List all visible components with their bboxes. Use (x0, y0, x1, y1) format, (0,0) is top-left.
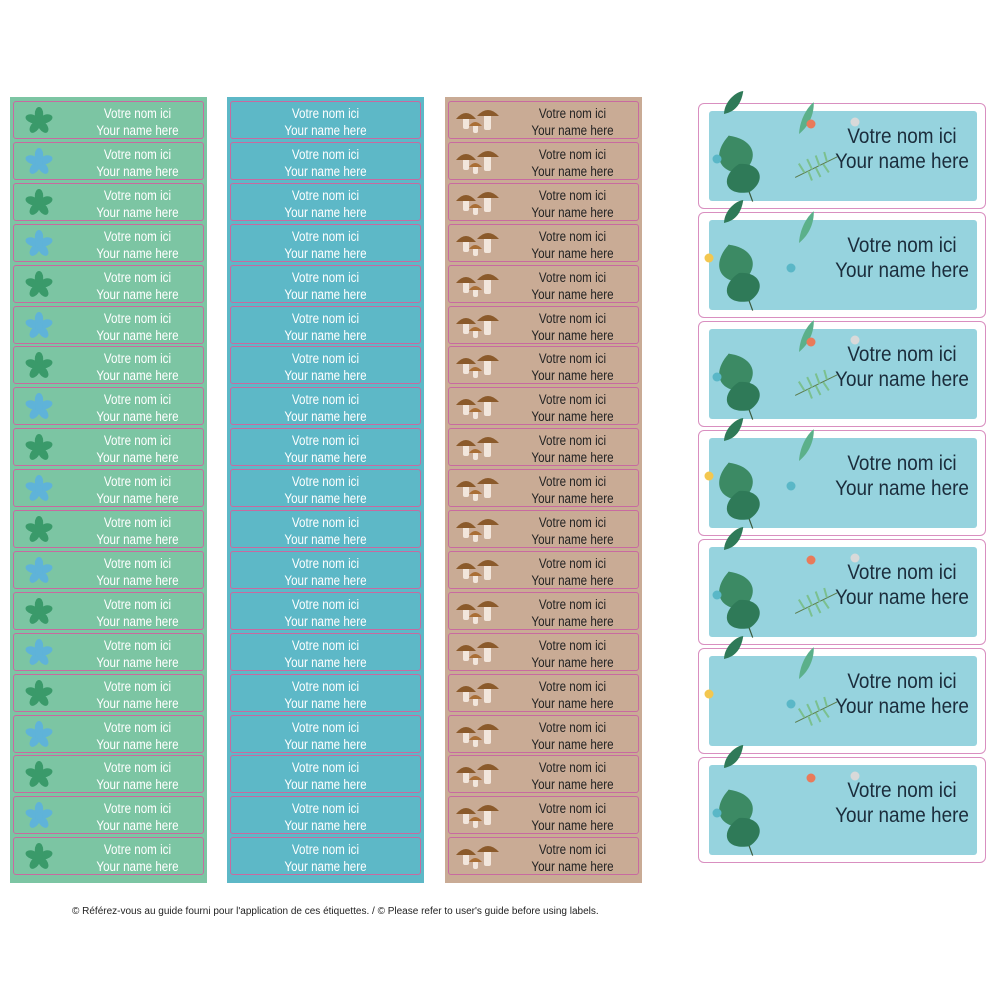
label-text (81, 841, 194, 875)
label-english: Your name here (531, 777, 614, 793)
label-french: Votre nom ici (538, 801, 607, 817)
green-flower-label-sheet (10, 97, 207, 883)
name-label (230, 592, 421, 630)
label-english: Your name here (531, 368, 614, 384)
label-text (244, 228, 407, 262)
label-french: Votre nom ici (103, 392, 172, 408)
name-label (13, 142, 204, 180)
label-text (81, 678, 194, 712)
name-label (448, 224, 639, 262)
label-text (81, 432, 194, 466)
label-text (244, 473, 407, 507)
name-label (230, 346, 421, 384)
name-label (230, 633, 421, 671)
label-text (827, 451, 976, 501)
label-text (516, 187, 629, 221)
name-label (448, 101, 639, 139)
name-label (448, 142, 639, 180)
large-name-label (698, 648, 986, 754)
label-french: Votre nom ici (538, 228, 607, 244)
label-text (244, 719, 407, 753)
label-text (81, 310, 194, 344)
large-name-label (698, 539, 986, 645)
name-label (230, 551, 421, 589)
name-label (13, 592, 204, 630)
label-text (244, 350, 407, 384)
name-label (230, 674, 421, 712)
label-french: Votre nom ici (291, 269, 360, 285)
name-label (230, 306, 421, 344)
label-text (516, 350, 629, 384)
label-french: Votre nom ici (103, 433, 172, 449)
label-english: Your name here (531, 286, 614, 302)
flower-icon (24, 351, 54, 381)
name-label (448, 715, 639, 753)
label-english: Your name here (835, 695, 969, 718)
name-label (13, 387, 204, 425)
label-french: Votre nom ici (103, 637, 172, 653)
label-english: Your name here (284, 123, 367, 138)
label-english: Your name here (96, 532, 179, 547)
name-label (448, 510, 639, 548)
mushroom-icon (453, 639, 503, 667)
label-french: Votre nom ici (103, 351, 172, 367)
name-label (230, 265, 421, 303)
name-label (13, 428, 204, 466)
flower-icon (24, 842, 54, 872)
name-label (448, 428, 639, 466)
label-french: Votre nom ici (538, 678, 607, 694)
flower-icon (24, 392, 54, 422)
label-french: Votre nom ici (103, 146, 172, 162)
label-english: Your name here (96, 491, 179, 507)
label-french: Votre nom ici (291, 678, 360, 694)
label-text (516, 269, 629, 303)
label-text (244, 841, 407, 875)
label-english: Your name here (531, 654, 614, 670)
label-text (244, 269, 407, 303)
label-text (516, 310, 629, 344)
label-text (81, 105, 194, 139)
label-english: Your name here (531, 409, 614, 425)
flower-icon (24, 474, 54, 504)
flower-icon (24, 597, 54, 627)
label-french: Votre nom ici (538, 351, 607, 367)
label-french: Votre nom ici (103, 555, 172, 571)
label-text (827, 778, 976, 828)
mushroom-icon (453, 557, 503, 585)
name-label (448, 837, 639, 875)
flower-icon (24, 311, 54, 341)
label-text (244, 800, 407, 834)
flower-icon (24, 556, 54, 586)
label-french: Votre nom ici (103, 801, 172, 817)
mushroom-icon (453, 761, 503, 789)
label-french: Votre nom ici (538, 106, 607, 121)
label-english: Your name here (531, 818, 614, 834)
label-french: Votre nom ici (103, 719, 172, 735)
label-french: Votre nom ici (538, 719, 607, 735)
label-french: Votre nom ici (291, 515, 360, 530)
flower-icon (24, 188, 54, 218)
label-french: Votre nom ici (538, 555, 607, 571)
label-text (244, 555, 407, 589)
label-french: Votre nom ici (538, 146, 607, 162)
label-english: Your name here (835, 150, 969, 173)
label-french: Votre nom ici (291, 596, 360, 612)
label-text (827, 560, 976, 610)
label-english: Your name here (284, 245, 367, 261)
label-french: Votre nom ici (538, 310, 607, 326)
label-english: Your name here (284, 859, 367, 875)
label-english: Your name here (284, 818, 367, 834)
flower-icon (24, 638, 54, 668)
mushroom-icon (453, 802, 503, 830)
mushroom-icon (453, 230, 503, 258)
label-french: Votre nom ici (538, 433, 607, 449)
name-label (13, 183, 204, 221)
label-text (244, 391, 407, 425)
label-english: Your name here (531, 695, 614, 711)
label-french: Votre nom ici (538, 474, 607, 490)
label-english: Your name here (284, 491, 367, 507)
blue-label-sheet (227, 97, 424, 883)
label-english: Your name here (531, 450, 614, 466)
label-english: Your name here (531, 736, 614, 752)
label-text (81, 555, 194, 589)
mushroom-icon (453, 475, 503, 503)
mushroom-icon (453, 598, 503, 626)
label-french: Votre nom ici (291, 842, 360, 858)
mushroom-icon (453, 352, 503, 380)
flower-icon (24, 515, 54, 545)
label-text (81, 759, 194, 793)
label-french: Votre nom ici (103, 678, 172, 694)
label-text (244, 146, 407, 180)
name-label (448, 265, 639, 303)
name-label (448, 592, 639, 630)
label-english: Your name here (284, 613, 367, 629)
name-label (13, 755, 204, 793)
large-name-label (698, 212, 986, 318)
label-french: Votre nom ici (847, 125, 957, 148)
label-text (81, 514, 194, 548)
name-label (448, 306, 639, 344)
label-french: Votre nom ici (291, 187, 360, 203)
label-english: Your name here (96, 245, 179, 261)
label-text (827, 233, 976, 283)
label-french: Votre nom ici (291, 351, 360, 367)
label-english: Your name here (531, 572, 614, 588)
label-text (827, 124, 976, 174)
flower-icon (24, 147, 54, 177)
name-label (13, 346, 204, 384)
label-english: Your name here (531, 327, 614, 343)
name-label (448, 755, 639, 793)
label-french: Votre nom ici (103, 596, 172, 612)
mushroom-icon (453, 434, 503, 462)
label-text (516, 759, 629, 793)
label-english: Your name here (284, 572, 367, 588)
label-english: Your name here (835, 477, 969, 500)
label-english: Your name here (531, 123, 614, 138)
label-french: Votre nom ici (103, 310, 172, 326)
flower-icon (24, 106, 54, 136)
label-english: Your name here (96, 450, 179, 466)
flower-icon (24, 433, 54, 463)
mushroom-icon (453, 189, 503, 217)
label-english: Your name here (835, 804, 969, 827)
label-text (81, 187, 194, 221)
name-label (13, 224, 204, 262)
label-english: Your name here (96, 286, 179, 302)
mushroom-icon (453, 516, 503, 544)
label-french: Votre nom ici (103, 842, 172, 858)
label-english: Your name here (96, 368, 179, 384)
label-text (516, 514, 629, 548)
label-english: Your name here (96, 818, 179, 834)
name-label (230, 837, 421, 875)
label-text (81, 269, 194, 303)
label-english: Your name here (531, 491, 614, 507)
name-label (448, 469, 639, 507)
label-french: Votre nom ici (538, 637, 607, 653)
label-french: Votre nom ici (103, 474, 172, 490)
label-text (516, 596, 629, 630)
flower-icon (24, 720, 54, 750)
label-french: Votre nom ici (103, 760, 172, 776)
label-french: Votre nom ici (847, 670, 957, 693)
label-english: Your name here (835, 586, 969, 609)
large-name-label (698, 103, 986, 209)
name-label (230, 224, 421, 262)
name-label (13, 633, 204, 671)
label-text (81, 637, 194, 671)
large-name-label (698, 430, 986, 536)
label-english: Your name here (835, 368, 969, 391)
label-english: Your name here (531, 163, 614, 179)
flower-icon (24, 270, 54, 300)
name-label (13, 674, 204, 712)
label-text (81, 719, 194, 753)
name-label (448, 183, 639, 221)
label-text (81, 391, 194, 425)
label-english: Your name here (96, 613, 179, 629)
label-english: Your name here (284, 286, 367, 302)
name-label (230, 715, 421, 753)
label-text (244, 596, 407, 630)
label-french: Votre nom ici (538, 392, 607, 408)
name-label (448, 387, 639, 425)
label-text (516, 800, 629, 834)
label-french: Votre nom ici (538, 760, 607, 776)
name-label (448, 674, 639, 712)
label-english: Your name here (96, 695, 179, 711)
label-english: Your name here (96, 327, 179, 343)
label-text (516, 146, 629, 180)
name-label (230, 183, 421, 221)
label-english: Your name here (531, 204, 614, 220)
mushroom-icon (453, 721, 503, 749)
name-label (13, 837, 204, 875)
label-english: Your name here (284, 777, 367, 793)
label-text (81, 473, 194, 507)
label-text (81, 596, 194, 630)
name-label (13, 306, 204, 344)
name-label (230, 142, 421, 180)
label-french: Votre nom ici (291, 228, 360, 244)
mushroom-icon (453, 843, 503, 871)
label-english: Your name here (835, 259, 969, 282)
label-french: Votre nom ici (538, 269, 607, 285)
mushroom-label-sheet (445, 97, 642, 883)
label-french: Votre nom ici (103, 515, 172, 530)
label-english: Your name here (531, 613, 614, 629)
label-text (244, 187, 407, 221)
large-name-label (698, 321, 986, 427)
label-text (81, 800, 194, 834)
mushroom-icon (453, 271, 503, 299)
label-french: Votre nom ici (291, 760, 360, 776)
label-english: Your name here (96, 409, 179, 425)
name-label (230, 469, 421, 507)
label-english: Your name here (96, 777, 179, 793)
label-french: Votre nom ici (847, 234, 957, 257)
label-french: Votre nom ici (103, 106, 172, 121)
label-french: Votre nom ici (291, 433, 360, 449)
name-label (230, 755, 421, 793)
mushroom-icon (453, 312, 503, 340)
label-text (81, 228, 194, 262)
label-french: Votre nom ici (847, 779, 957, 802)
label-text (244, 432, 407, 466)
label-text (516, 228, 629, 262)
label-text (516, 473, 629, 507)
label-french: Votre nom ici (103, 228, 172, 244)
flower-icon (24, 229, 54, 259)
label-text (516, 678, 629, 712)
label-french: Votre nom ici (291, 474, 360, 490)
label-english: Your name here (284, 368, 367, 384)
label-text (244, 514, 407, 548)
label-french: Votre nom ici (291, 146, 360, 162)
label-english: Your name here (284, 736, 367, 752)
label-english: Your name here (284, 327, 367, 343)
label-french: Votre nom ici (291, 719, 360, 735)
name-label (448, 346, 639, 384)
name-label (230, 101, 421, 139)
label-french: Votre nom ici (538, 842, 607, 858)
label-text (516, 105, 629, 139)
label-french: Votre nom ici (291, 106, 360, 121)
label-french: Votre nom ici (103, 269, 172, 285)
label-english: Your name here (96, 654, 179, 670)
label-text (244, 678, 407, 712)
label-french: Votre nom ici (291, 555, 360, 571)
label-text (516, 391, 629, 425)
label-french: Votre nom ici (538, 596, 607, 612)
label-english: Your name here (96, 123, 179, 138)
label-english: Your name here (284, 532, 367, 547)
label-text (81, 146, 194, 180)
label-text (516, 719, 629, 753)
label-english: Your name here (284, 695, 367, 711)
label-french: Votre nom ici (538, 515, 607, 530)
name-label (13, 796, 204, 834)
name-label (13, 715, 204, 753)
label-english: Your name here (531, 859, 614, 875)
name-label (13, 510, 204, 548)
label-english: Your name here (531, 532, 614, 547)
name-label (230, 796, 421, 834)
name-label (448, 633, 639, 671)
label-french: Votre nom ici (847, 452, 957, 475)
label-english: Your name here (96, 572, 179, 588)
label-text (516, 637, 629, 671)
name-label (448, 551, 639, 589)
name-label (230, 387, 421, 425)
label-text (244, 310, 407, 344)
label-english: Your name here (284, 654, 367, 670)
label-english: Your name here (284, 450, 367, 466)
label-english: Your name here (96, 204, 179, 220)
label-text (516, 555, 629, 589)
label-english: Your name here (284, 204, 367, 220)
label-text (516, 432, 629, 466)
name-label (230, 428, 421, 466)
mushroom-icon (453, 148, 503, 176)
label-french: Votre nom ici (291, 801, 360, 817)
label-english: Your name here (96, 163, 179, 179)
name-label (13, 469, 204, 507)
label-english: Your name here (284, 163, 367, 179)
mushroom-icon (453, 107, 503, 135)
name-label (13, 551, 204, 589)
large-name-label (698, 757, 986, 863)
name-label (13, 265, 204, 303)
flower-icon (24, 679, 54, 709)
label-french: Votre nom ici (538, 187, 607, 203)
name-label (230, 510, 421, 548)
flower-icon (24, 760, 54, 790)
footer-note: © Référez-vous au guide fourni pour l'application de ces étiquettes. / © Please refer to user's guide before using labels. (72, 906, 599, 917)
label-text (244, 105, 407, 139)
label-english: Your name here (96, 859, 179, 875)
label-text (516, 841, 629, 875)
label-text (81, 350, 194, 384)
label-french: Votre nom ici (847, 561, 957, 584)
name-label (448, 796, 639, 834)
label-english: Your name here (96, 736, 179, 752)
name-label (13, 101, 204, 139)
flower-icon (24, 801, 54, 831)
label-french: Votre nom ici (847, 343, 957, 366)
label-french: Votre nom ici (103, 187, 172, 203)
label-text (244, 637, 407, 671)
label-text (827, 342, 976, 392)
label-text (244, 759, 407, 793)
label-french: Votre nom ici (291, 310, 360, 326)
label-english: Your name here (531, 245, 614, 261)
mushroom-icon (453, 680, 503, 708)
label-text (827, 669, 976, 719)
label-french: Votre nom ici (291, 637, 360, 653)
label-english: Your name here (284, 409, 367, 425)
mushroom-icon (453, 393, 503, 421)
label-french: Votre nom ici (291, 392, 360, 408)
